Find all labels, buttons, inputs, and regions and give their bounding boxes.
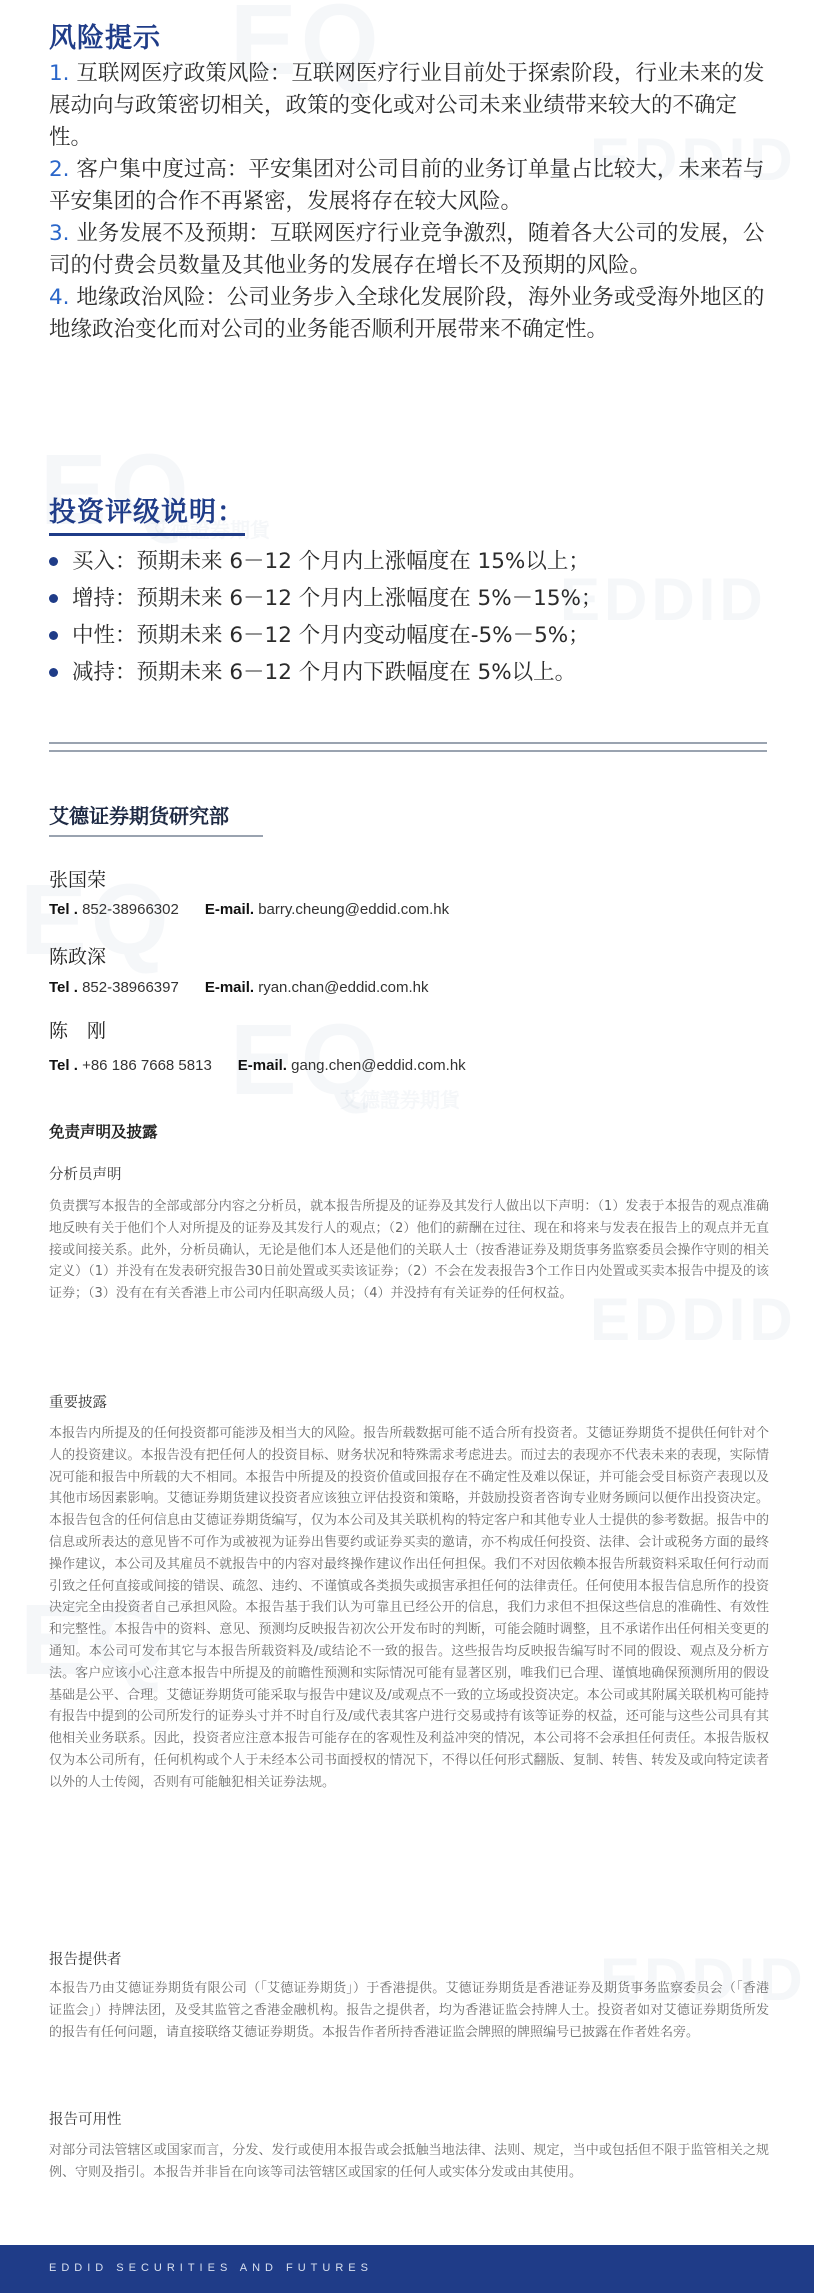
disclaimer-heading: 报告可用性 [49, 2112, 122, 2128]
risk-list [49, 58, 771, 346]
rating-item: 买入：预期未来 6－12 个月内上涨幅度在 15%以上； [49, 543, 771, 580]
rating-item: 增持：预期未来 6－12 个月内上涨幅度在 5%－15%； [49, 580, 771, 617]
rating-title-underline [49, 533, 245, 536]
disclaimer-heading: 报告提供者 [49, 1952, 122, 1968]
email-link[interactable]: ryan.chan@eddid.com.hk [258, 979, 429, 996]
analyst-name: 陈 刚 [49, 1020, 107, 1042]
disclaimer-heading: 重要披露 [49, 1395, 107, 1411]
footer-text: EDDID SECURITIES AND FUTURES [49, 2262, 373, 2274]
department-title-underline [49, 835, 263, 837]
bullet-icon [49, 594, 58, 603]
bullet-icon [49, 631, 58, 640]
bullet-icon [49, 668, 58, 677]
analyst-contact: Tel . 852-38966302 E-mail. barry.cheung@eddid.com.hk [49, 901, 450, 918]
disclaimer-paragraph: 本报告内所提及的任何投资都可能涉及相当大的风险。报告所载数据可能不适合所有投资者。艾德证券期货不提供任何针对个人的投资建议。本报告没有把任何人的投资目标、财务状况和特殊需求考虑进去。而过去的表现亦不代表未来的表现，实际情况可能和报告中所载的大不相同。本报告中所提及的投资价值或回报存在不确定性及难以保证，并可能会受目标资产表现以及其他市场因素影响。艾德证券期货建议投资者应该独立评估投资和策略，并鼓励投资者咨询专业财务顾问以便作出投资决定。本报告包含的任何信息由艾德证券期货编写，仅为本公司及其关联机构的特定客户和其他专业人士提供的参考数据。报告中的信息或所表达的意见皆不可作为或被视为证券出售要约或证券买卖的邀请，亦不构成任何投资、法律、会计或税务方面的最终操作建议，本公司及其雇员不就报告中的内容对最终操作建议作出任何担保。我们不对因依赖本报告所载资料采取任何行动而引致之任何直接或间接的错误、疏忽、违约、不谨慎或各类损失或损害承担任何的法律责任。任何使用本报告信息所作的投资决定完全由投资者自己承担风险。本报告基于我们认为可靠且已经公开的信息，我们力求但不担保这些信息的准确性、有效性和完整性。本报告中的资料、意见、预测均反映报告初次公开发布时的判断，可能会随时调整，且不承诺作出任何相关变更的通知。本公司可发布其它与本报告所载资料及/或结论不一致的报告。这些报告均反映报告编写时不同的假设、观点及分析方法。客户应该小心注意本报告中所提及的前瞻性预测和实际情况可能有显著区别，唯我们已合理、谨慎地确保预测所用的假设基础是公平、合理。艾德证券期货可能采取与报告中建议及/或观点不一致的立场或投资决定。本公司或其附属关联机构可能持有报告中提到的公司所发行的证券头寸并不时自行及/或代表其客户进行交易或持有该等证券的权益，还可能与这些公司具有其他相关业务联系。因此，投资者应注意本报告可能存在的客观性及利益冲突的情况，本公司将不会承担任何责任。本报告版权仅为本公司所有，任何机构或个人于未经本公司书面授权的情况下，不得以任何形式翻版、复制、转售、转发及或向特定读者以外的人士传阅，否则有可能触犯相关证券法规。 [49, 1426, 769, 1790]
department-title: 艾德证券期货研究部 [49, 800, 263, 837]
disclaimer-title: 免责声明及披露 [49, 1123, 158, 1141]
analyst-name: 张国荣 [49, 869, 107, 891]
rating-item: 减持：预期未来 6－12 个月内下跌幅度在 5%以上。 [49, 654, 771, 691]
email-link[interactable]: gang.chen@eddid.com.hk [291, 1057, 466, 1074]
disclaimer-paragraph: 负责撰写本报告的全部或部分内容之分析员，就本报告所提及的证券及其发行人做出以下声明：（1）发表于本报告的观点准确地反映有关于他们个人对所提及的证券及其发行人的观点；（2）他们的薪酬在过往、现在和将来与发表在报告上的观点并无直接或间接关系。此外，分析员确认，无论是他们本人还是他们的关联人士（按香港证券及期货事务监察委员会操作守则的相关定义）（1）并没有在发表研究报告30日前处置或买卖该证券；（2）不会在发表报告3个工作日内处置或买卖本报告中提及的该证券；（3）没有在有关香港上市公司内任职高级人员；（4）并没持有有关证券的任何权益。 [49, 1199, 769, 1302]
bullet-icon [49, 557, 58, 566]
risk-item: 1. 互联网医疗政策风险：互联网医疗行业目前处于探索阶段，行业未来的发展动向与政策密切相关，政策的变化或对公司未来业绩带来较大的不确定性。 [49, 61, 765, 150]
section-divider [49, 742, 767, 744]
analyst-contact: Tel . +86 186 7668 5813 E-mail. gang.chen@eddid.com.hk [49, 1057, 466, 1074]
email-link[interactable]: barry.cheung@eddid.com.hk [258, 901, 450, 918]
disclaimer-paragraph: 本报告乃由艾德证券期货有限公司（「艾德证券期货」）于香港提供。艾德证券期货是香港证券及期货事务监察委员会（「香港证监会」）持牌法团，及受其监管之香港金融机构。报告之提供者，均为香港证监会持牌人士。投资者如对艾德证券期货所发的报告有任何问题，请直接联络艾德证券期货。本报告作者所持香港证监会牌照的牌照编号已披露在作者姓名旁。 [49, 1981, 769, 2040]
analyst-name: 陈政深 [49, 946, 107, 968]
rating-section-title: 投资评级说明： [49, 490, 245, 536]
section-divider [49, 750, 767, 752]
rating-list [49, 543, 771, 691]
disclaimer-heading: 分析员声明 [49, 1167, 122, 1183]
risk-item: 3. 业务发展不及预期：互联网医疗行业竞争激烈，随着各大公司的发展，公司的付费会员数量及其他业务的发展存在增长不及预期的风险。 [49, 221, 765, 278]
disclaimer-paragraph: 对部分司法管辖区或国家而言，分发、发行或使用本报告或会抵触当地法律、法则、规定，当中或包括但不限于监管相关之规例、守则及指引。本报告并非旨在向该等司法管辖区或国家的任何人或实体分发或由其使用。 [49, 2143, 769, 2180]
page-footer [0, 2245, 814, 2293]
analyst-contact: Tel . 852-38966397 E-mail. ryan.chan@eddid.com.hk [49, 979, 429, 996]
risk-section-title: 风险提示 [49, 23, 161, 54]
risk-item: 2. 客户集中度过高：平安集团对公司目前的业务订单量占比较大，未来若与平安集团的合作不再紧密，发展将存在较大风险。 [49, 157, 765, 214]
rating-item: 中性：预期未来 6－12 个月内变动幅度在-5%－5%； [49, 617, 771, 654]
risk-item: 4. 地缘政治风险：公司业务步入全球化发展阶段，海外业务或受海外地区的地缘政治变化而对公司的业务能否顺利开展带来不确定性。 [49, 285, 765, 342]
